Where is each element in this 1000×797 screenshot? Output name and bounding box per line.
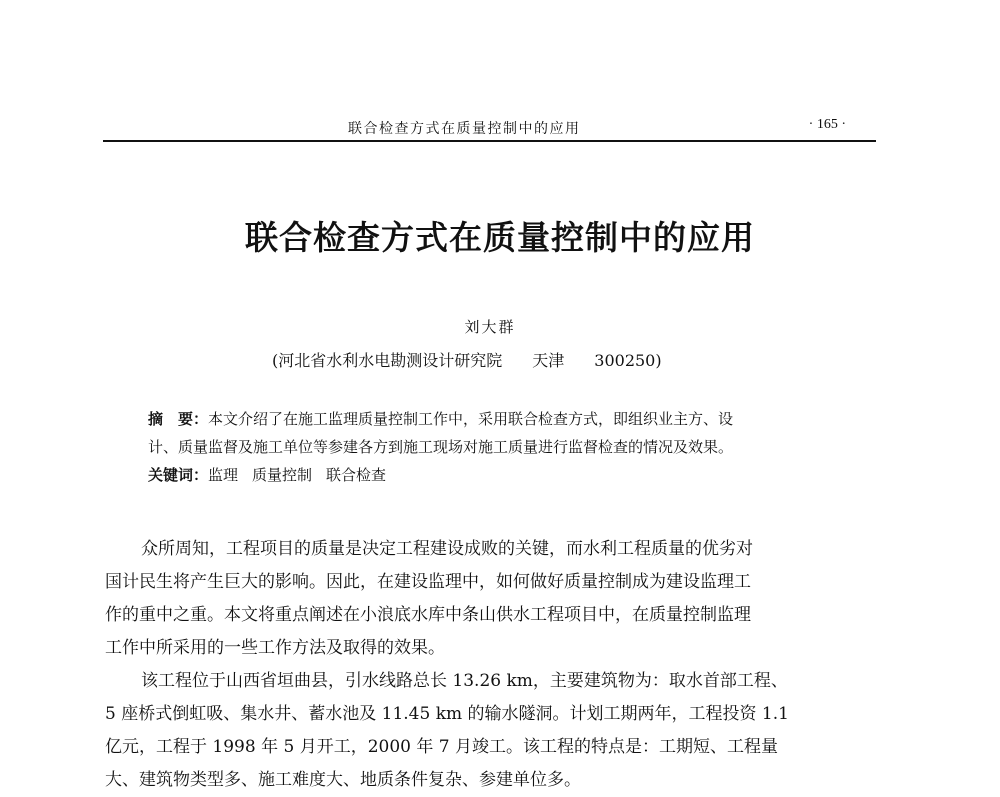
abstract-text-2: 计、质量监督及施工单位等参建各方到施工现场对施工质量进行监督检查的情况及效果。 (148, 438, 734, 456)
paragraph-1-line-4: 工作中所采用的一些工作方法及取得的效果。 (105, 638, 445, 658)
page-number: · 165 · (808, 117, 846, 132)
running-title: 联合检查方式在质量控制中的应用 (348, 121, 581, 137)
paragraph-2-line-3: 亿元，工程于 1998 年 5 月开工，2000 年 7 月竣工。该工程的特点是：工期短、工程量 (105, 737, 778, 757)
abstract-text-1: 本文介绍了在施工监理质量控制工作中，采用联合检查方式，即组织业主方、设 (208, 410, 734, 428)
author-name: 刘大群 (464, 318, 516, 336)
paragraph-1-line-2: 国计民生将产生巨大的影响。因此，在建设监理中，如何做好质量控制成为建设监理工 (105, 572, 751, 592)
keywords-label: 关键词： (148, 466, 209, 484)
abstract-block (148, 405, 848, 489)
paragraph-1-line-1 (105, 533, 880, 566)
paragraph-1-text-1: 众所周知，工程项目的质量是决定工程建设成败的关键，而水利工程质量的优劣对 (141, 539, 753, 559)
affiliation-postcode: 300250 (594, 351, 656, 370)
paragraph-2-line-2: 5 座桥式倒虹吸、集水井、蓄水池及 11.45 km 的输水隧洞。计划工期两年，工程投资 1.1 (105, 704, 789, 724)
affiliation-open-paren: ( (272, 351, 279, 370)
keyword-2: 质量控制 (252, 466, 313, 484)
abstract-line-1 (148, 405, 848, 433)
paragraph-1-line-3: 作的重中之重。本文将重点阐述在小浪底水库中条山供水工程项目中，在质量控制监理 (105, 605, 751, 625)
author-affiliation (272, 348, 662, 371)
affiliation-city: 天津 (532, 351, 565, 370)
keyword-1: 监理 (208, 466, 239, 484)
paragraph-2-text-1: 该工程位于山西省垣曲县，引水线路总长 13.26 km，主要建筑物为：取水首部工程、 (141, 671, 788, 691)
keyword-3: 联合检查 (326, 466, 387, 484)
abstract-label: 摘 要： (148, 410, 209, 428)
paragraph-2-line-1 (105, 665, 880, 698)
page-header (103, 114, 876, 142)
affiliation-close-paren: ) (655, 351, 662, 370)
article-title: 联合检查方式在质量控制中的应用 (245, 218, 755, 257)
keywords-line (148, 461, 848, 489)
body-text (105, 533, 880, 797)
affiliation-institute: 河北省水利水电勘测设计研究院 (278, 351, 503, 370)
paragraph-2-line-4: 大、建筑物类型多、施工难度大、地质条件复杂、参建单位多。 (105, 770, 581, 790)
